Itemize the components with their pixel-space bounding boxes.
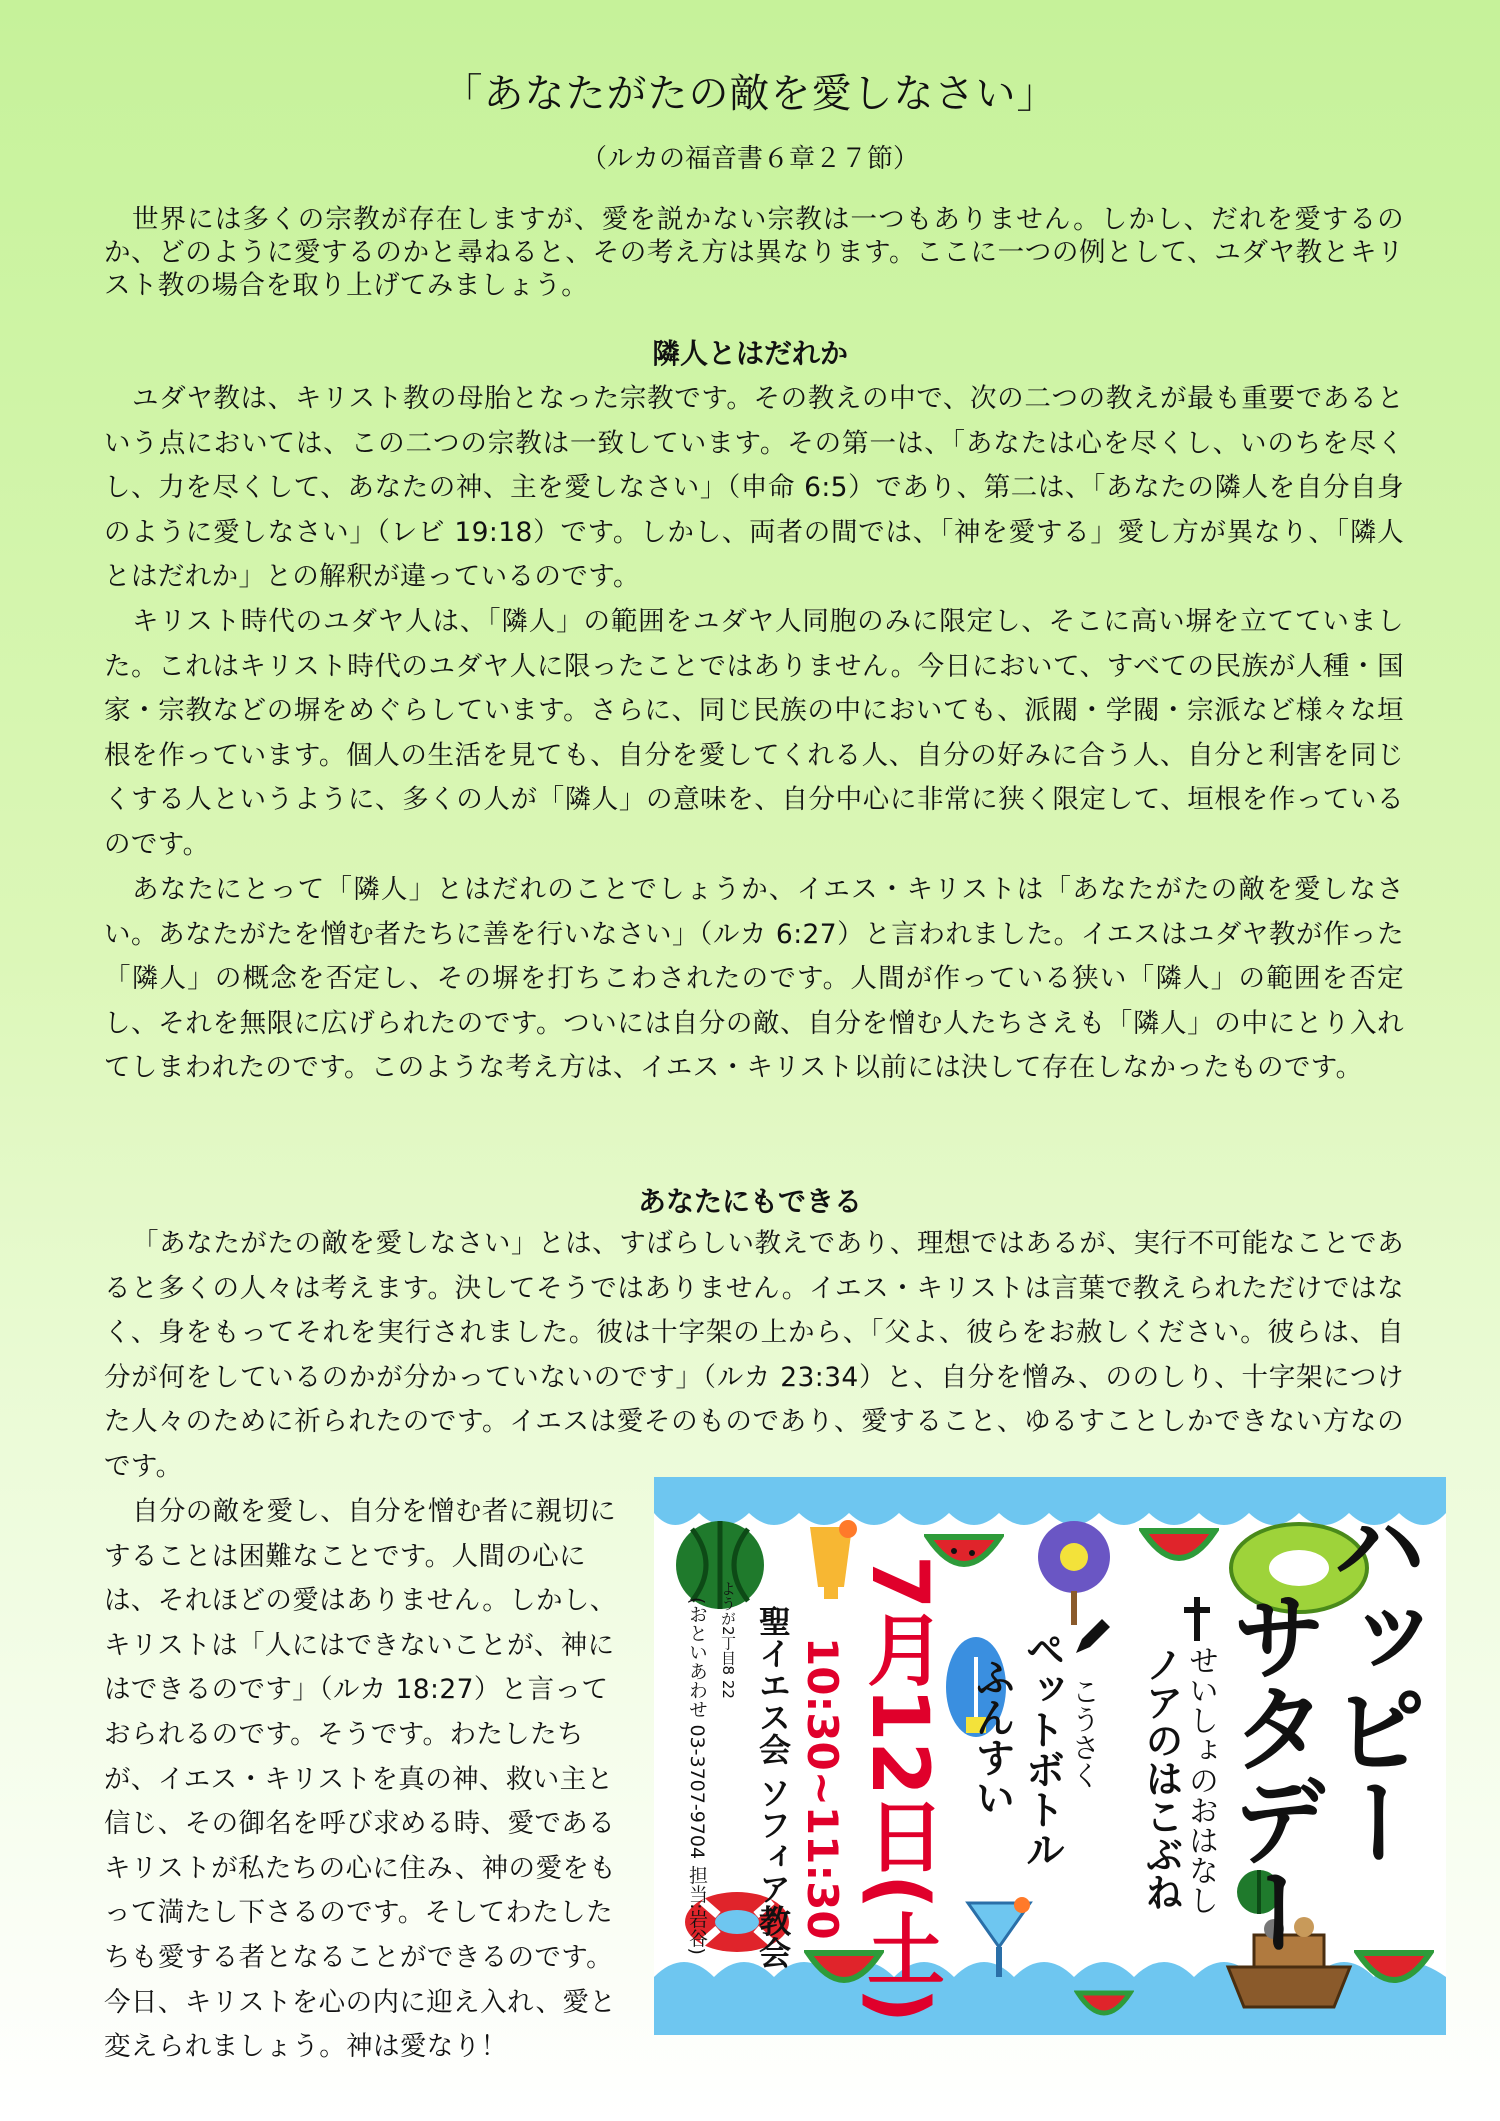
story-label: せいしょのおはなし [1183,1645,1218,1915]
intro-paragraph: 世界には多くの宗教が存在しますが、愛を説かない宗教は一つもありません。しかし、だれを愛するのか、どのように愛するのかと尋ねると、その考え方は異なります。ここに一つの例として、ユダヤ教とキリスト教の場合を取り上げてみましょう。 [104,204,1404,301]
section-heading-you-can: あなたにもできる [637,1185,862,1218]
section1-paragraph-1: ユダヤ教は、キリスト教の母胎となった宗教です。その教えの中で、次の二つの教えが最も重要であるという点においては、この二つの宗教は一致しています。その第一は、「あなたは心を尽くし、いのちを尽くし、力を尽くして、あなたの神、主を愛しなさい」（申命 6:5）であり、第二は、「あなたの隣人を自分自身のように愛しなさい」（レビ 19:18）です。しかし、両者の間では、「神を愛する」愛し方が異なり、「隣人とはだれか」との解釈が違っているのです。 [104,383,1404,593]
craft-title-line1: ペットボトル [1019,1629,1065,1869]
church-name: 聖イエス会 ソフィア教会 [754,1605,792,1969]
story-title: ノアのはこぶね [1139,1645,1183,1911]
craft-label: こうさく [1068,1677,1101,1789]
cocktail-glass-icon [964,1897,1034,1987]
cross-icon [1182,1597,1212,1641]
watermelon-slice-icon-5 [1074,1989,1134,2029]
poster-title-line1: ハッピー [1316,1497,1428,1865]
tropical-drink-icon [804,1517,858,1603]
section2-paragraph-2: 自分の敵を愛し、自分を憎む者に親切にすることは困難なことです。人間の心には、それほどの愛はありません。しかし、キリストは「人にはできないことが、神にはできるのです」（ルカ 18:27）と言っておられるのです。そうです。わたしたちが、イエス・キリストを真の神、救い主と信じ、その御名を呼び求める時、愛であるキリストが私たちの心に住み、神の愛をもって満たし下さるのです。そしてわたしたちも愛する者となることができるのです。今日、キリストを心の内に迎え入れ、愛と変えられましょう。神は愛なり！ [104,1496,617,2063]
section2-paragraph-1: 「あなたがたの敵を愛しなさい」とは、すばらしい教えであり、理想ではあるが、実行不可能なことであると多くの人々は考えます。決してそうではありません。イエス・キリストは言葉で教えられただけではなく、身をもってそれを実行されました。彼は十字架の上から、「父よ、彼らをお赦しください。彼らは、自分が何をしているのかが分かっていないのです」（ルカ 23:34）と、自分を憎み、ののしり、十字架につけた人々のために祈られたのです。イエスは愛そのものであり、愛すること、ゆるすことしかできない方なのです。 [104,1228,1404,1482]
event-time: 10:30~11:30 [798,1637,847,1940]
section1-paragraph-3: あなたにとって「隣人」とはだれのことでしょうか、イエス・キリストは「あなたがたの敵を愛しなさい。あなたがたを憎む者たちに善を行いなさい」（ルカ 6:27）と言われました。イエスはユダヤ教が作った「隣人」の概念を否定し、その塀を打ちこわされたのです。人間が作っている狭い「隣人」の範囲を否定し、それを無限に広げられたのです。ついには自分の敵、自分を憎む人たちさえも「隣人」の中にとり入れてしまわれたのです。このような考え方は、イエス・キリスト以前には決して存在しなかったものです。 [104,874,1404,1084]
section-heading-neighbor: 隣人とはだれか [651,337,848,370]
craft-title-line2: ふんすい [969,1657,1015,1817]
fan-icon [1029,1517,1119,1627]
poster-title-line2: サタデー [1216,1587,1328,1955]
event-date: 7月12日(土) [854,1555,944,2024]
church-address: ようが2丁目8 22 [719,1581,737,1699]
pencil-icon [1072,1617,1112,1657]
watermelon-slice-icon-4 [1354,1947,1434,1997]
happy-saturday-poster [654,1477,1446,2035]
section1-paragraph-2: キリスト時代のユダヤ人は、「隣人」の範囲をユダヤ人同胞のみに限定し、そこに高い塀を立てていました。これはキリスト時代のユダヤ人に限ったことではありません。今日において、すべての民族が人種・国家・宗教などの塀をめぐらしています。さらに、同じ民族の中においても、派閥・学閥・宗派など様々な垣根を作っています。個人の生活を見ても、自分を愛してくれる人、自分の好みに合う人、自分と利害を同じくする人というように、多くの人が「隣人」の意味を、自分中心に非常に狭く限定して、垣根を作っているのです。 [104,606,1404,860]
watermelon-slice-icon-2 [1139,1525,1219,1575]
page-title: 「あなたがたの敵を愛しなさい」 [442,71,1058,117]
scripture-reference: （ルカの福音書６章２７節） [580,144,919,174]
contact-info: (おといあわせ 03-3707-9704 担当:岩谷) [686,1597,708,1955]
